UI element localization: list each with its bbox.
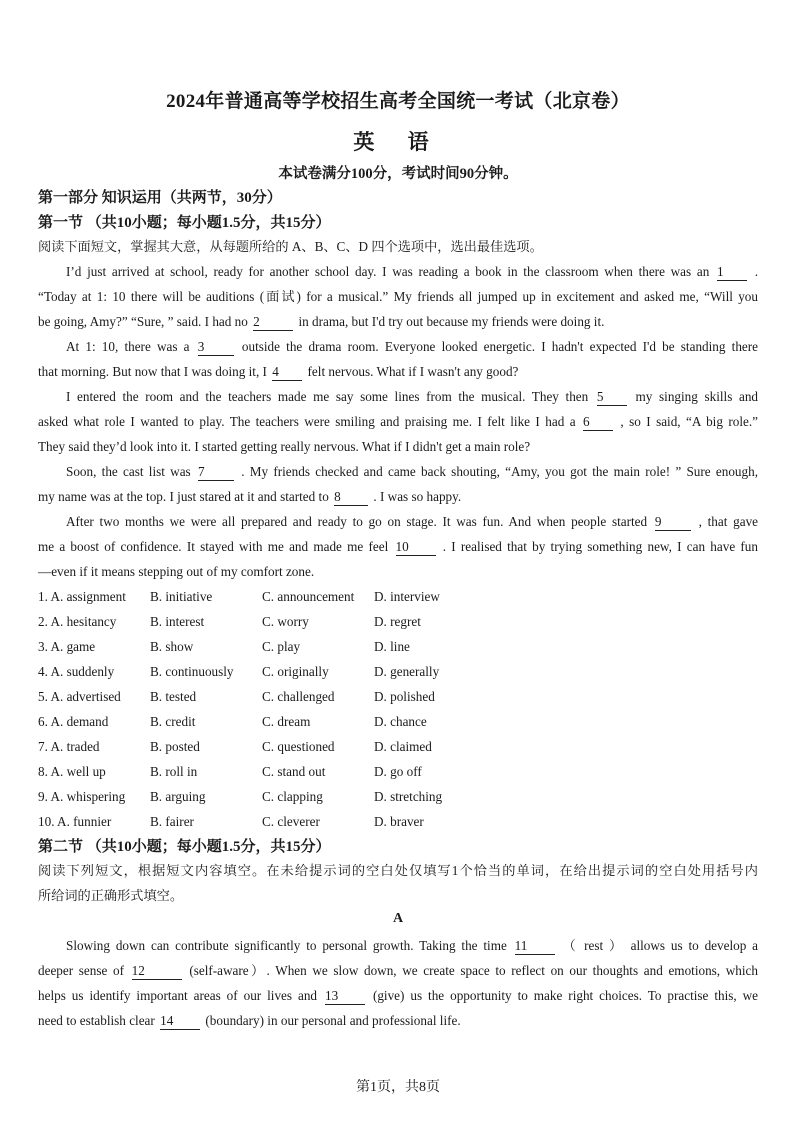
option-row — [38, 609, 758, 634]
blank-2[interactable]: 2 — [253, 314, 293, 331]
exam-title: 2024年普通高等学校招生高考全国统一考试（北京卷） — [166, 91, 630, 112]
blank-1[interactable]: 1 — [717, 264, 747, 281]
option-9-d[interactable]: D. stretching — [374, 789, 443, 804]
option-1-d[interactable]: D. interview — [374, 589, 440, 604]
blank-12[interactable]: 12 — [132, 963, 182, 980]
option-row — [38, 784, 758, 809]
option-8-c[interactable]: C. stand out — [262, 764, 326, 779]
option-5-b[interactable]: B. tested — [150, 689, 197, 704]
option-10-d[interactable]: D. braver — [374, 814, 424, 829]
blank-13[interactable]: 13 — [325, 988, 365, 1005]
section2-instruction: 阅读下列短文，根据短文内容填空。在未给提示词的空白处仅填写1个恰当的单词，在给出提示词的空白处用括号内 所给词的正确形式填空。 — [38, 863, 758, 903]
blank-4[interactable]: 4 — [272, 364, 302, 381]
option-9-c[interactable]: C. clapping — [262, 789, 323, 804]
option-row — [38, 659, 758, 684]
option-6-b[interactable]: B. credit — [150, 714, 196, 729]
option-6-d[interactable]: D. chance — [374, 714, 427, 729]
blank-10[interactable]: 10 — [396, 539, 436, 556]
option-5-d[interactable]: D. polished — [374, 689, 435, 704]
option-1-c[interactable]: C. announcement — [262, 589, 355, 604]
option-4-a[interactable]: 4. A. suddenly — [38, 664, 115, 679]
option-2-c[interactable]: C. worry — [262, 614, 309, 629]
blank-9[interactable]: 9 — [655, 514, 691, 531]
option-2-a[interactable]: 2. A. hesitancy — [38, 614, 117, 629]
options-list — [38, 584, 758, 834]
blank-7[interactable]: 7 — [198, 464, 234, 481]
option-10-a[interactable]: 10. A. funnier — [38, 814, 112, 829]
option-9-b[interactable]: B. arguing — [150, 789, 206, 804]
option-3-c[interactable]: C. play — [262, 639, 301, 654]
option-row — [38, 684, 758, 709]
option-7-a[interactable]: 7. A. traded — [38, 739, 100, 754]
option-8-b[interactable]: B. roll in — [150, 764, 198, 779]
option-8-a[interactable]: 8. A. well up — [38, 764, 106, 779]
option-4-d[interactable]: D. generally — [374, 664, 440, 679]
option-2-d[interactable]: D. regret — [374, 614, 421, 629]
option-8-d[interactable]: D. go off — [374, 764, 422, 779]
option-7-b[interactable]: B. posted — [150, 739, 200, 754]
blank-3[interactable]: 3 — [198, 339, 234, 356]
option-2-b[interactable]: B. interest — [150, 614, 205, 629]
option-6-c[interactable]: C. dream — [262, 714, 311, 729]
part1-heading: 第一部分 知识运用（共两节，30分） — [38, 190, 282, 206]
option-6-a[interactable]: 6. A. demand — [38, 714, 109, 729]
option-row — [38, 584, 758, 609]
blank-14[interactable]: 14 — [160, 1013, 200, 1030]
passage-paragraph-2: At 1: 10, there was a 3 outside the drama room. Everyone looked energetic. I hadn't expected I'd be standing there that morning. But now that I was doing it, I 4 felt nervous. What if I wasn't any good? — [38, 339, 759, 379]
section1-heading: 第一节 （共10小题；每小题1.5分，共15分） — [38, 215, 331, 231]
passage-paragraph-1: I’d just arrived at school, ready for another school day. I was reading a book in the classroom when there was an 1 . “Today at 1: 10 there will be auditions (面试) for a musical.” My friends all jumped up in excitement and asked me, “Will you be going, Amy?” “Sure, ” said. I had no 2 in drama, but I'd try out because my friends were doing it. — [38, 264, 758, 329]
blank-11[interactable]: 11 — [515, 938, 555, 955]
option-1-a[interactable]: 1. A. assignment — [38, 589, 126, 604]
passage-a-paragraph: Slowing down can contribute significantly to personal growth. Taking the time 11 （ rest ） allows us to develop a deeper sense of 12 (self-aware）. When we slow down, we create space to reflect on our thoughts and emotions, which helps us identify important areas of our lives and 13 (give) us the opportunity to make right choices. To practise this, we need to establish clear 14 (boundary) in our personal and professional life. — [38, 938, 759, 1028]
option-row — [38, 759, 758, 784]
passage-paragraph-4: Soon, the cast list was 7 . My friends checked and came back shouting, “Amy, you got the main role! ” Sure enough, my name was at the top. I just stared at it and started to 8 . I was so happy. — [38, 464, 759, 504]
exam-info: 本试卷满分100分，考试时间90分钟。 — [278, 166, 518, 182]
option-3-a[interactable]: 3. A. game — [38, 639, 96, 654]
option-5-c[interactable]: C. challenged — [262, 689, 335, 704]
section2-heading: 第二节 （共10小题；每小题1.5分，共15分） — [38, 839, 331, 855]
option-row — [38, 709, 758, 734]
option-10-b[interactable]: B. fairer — [150, 814, 194, 829]
option-row — [38, 734, 758, 759]
blank-5[interactable]: 5 — [597, 389, 627, 406]
option-3-b[interactable]: B. show — [150, 639, 194, 654]
option-5-a[interactable]: 5. A. advertised — [38, 689, 121, 704]
passage-label: A — [392, 911, 404, 926]
option-3-d[interactable]: D. line — [374, 639, 410, 654]
option-10-c[interactable]: C. cleverer — [262, 814, 320, 829]
section1-instruction: 阅读下面短文，掌握其大意，从每题所给的 A、B、C、D 四个选项中，选出最佳选项。 — [38, 239, 543, 254]
option-7-c[interactable]: C. questioned — [262, 739, 335, 754]
option-4-c[interactable]: C. originally — [262, 664, 329, 679]
option-row — [38, 809, 758, 834]
blank-6[interactable]: 6 — [583, 414, 613, 431]
option-9-a[interactable]: 9. A. whispering — [38, 789, 126, 804]
option-row — [38, 634, 758, 659]
page-footer: 第1页，共8页 — [356, 1080, 440, 1095]
passage-paragraph-5: After two months we were all prepared and ready to go on stage. It was fun. And when people started 9 , that gave me a boost of confidence. It stayed with me and made me feel 10 . I realised that by trying something new, I can have fun —even if it means stepping out of my comfort zone. — [38, 514, 759, 579]
passage-paragraph-3: I entered the room and the teachers made me say some lines from the musical. They then 5 my singing skills and asked what role I wanted to play. The teachers were smiling and praising me. I felt like I had a 6 , so I said, “A big role.” They said they’d look into it. I started getting really nervous. What if I didn't get a main role? — [38, 389, 759, 454]
option-7-d[interactable]: D. claimed — [374, 739, 432, 754]
option-1-b[interactable]: B. initiative — [150, 589, 213, 604]
subject-title: 英 语 — [353, 130, 443, 154]
blank-8[interactable]: 8 — [334, 489, 368, 506]
option-4-b[interactable]: B. continuously — [150, 664, 234, 679]
